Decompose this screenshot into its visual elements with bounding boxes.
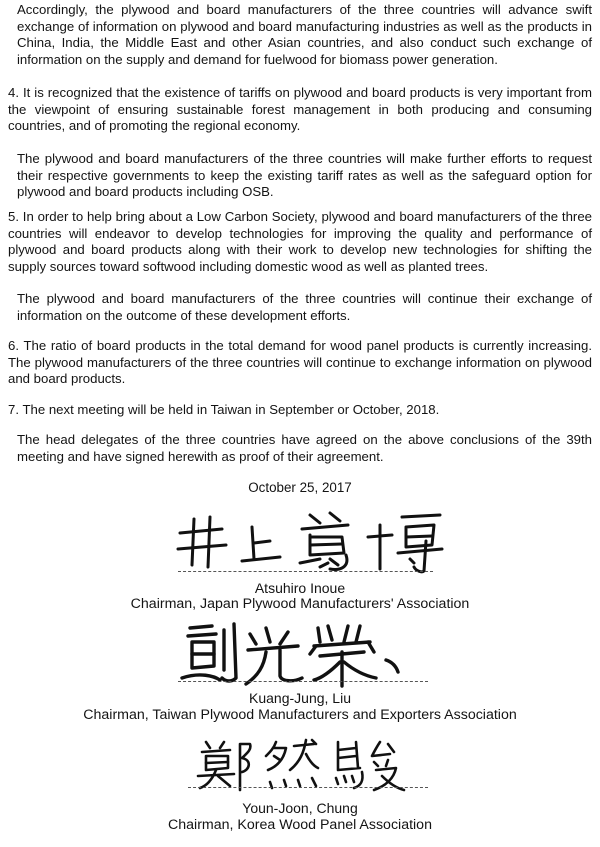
signatory-title-1: Chairman, Japan Plywood Manufacturers' Association: [130, 596, 470, 612]
paragraph-4: [8, 85, 592, 135]
paragraph-intro: Accordingly, the plywood and board manufacturers of the three countries will advance swift exchange of information on plywood and board manufacturing industries as well as the products in China, India, the Middle East and other Asian countries, and also conduct such exchange of information on the supply and demand for fuelwood for biomass power generation.: [17, 2, 592, 67]
paragraph-4-sub: The plywood and board manufacturers of the three countries will make further efforts to request their respective governments to keep the existing tariff rates as well as the safeguard option for plywood and board products including OSB.: [17, 151, 592, 200]
paragraph-6-text: The ratio of board products in the total demand for wood panel products is currently increasing. The plywood manufacturers of the three countries will continue to exchange information on plywood and board products.: [8, 338, 592, 387]
paragraph-6: [8, 338, 592, 388]
paragraph-5: [8, 209, 592, 275]
paragraph-4-number: 4.: [8, 85, 19, 100]
signatory-title-2: Chairman, Taiwan Plywood Manufacturers and Exporters Association: [83, 707, 517, 723]
paragraph-7: [8, 402, 592, 419]
signature-line-3: [188, 787, 428, 788]
paragraph-7-text: The next meeting will be held in Taiwan in September or October, 2018.: [22, 402, 440, 417]
signing-date: October 25, 2017: [248, 480, 352, 495]
paragraph-5-number: 5.: [8, 209, 19, 224]
signatory-name-2: Kuang-Jung, Liu: [249, 690, 351, 706]
signature-line-1: [178, 571, 433, 572]
signature-image-chung: [190, 736, 420, 792]
signatory-name-1: Atsuhiro Inoue: [254, 580, 346, 596]
signature-image-inoue: [170, 507, 455, 575]
paragraph-closing: The head delegates of the three countries have agreed on the above conclusions of the 39th meeting and have signed herewith as proof of their agreement.: [17, 432, 592, 464]
paragraph-5-text: In order to help bring about a Low Carbon Society, plywood and board manufacturers of the three countries will endeavor to develop technologies for improving the quality and performance of plywood and board products along with their work to develop new technologies for shifting the supply sources toward softwood including domestic wood as well as planted trees.: [8, 209, 592, 274]
signatory-title-3: Chairman, Korea Wood Panel Association: [168, 817, 432, 833]
paragraph-5-sub: The plywood and board manufacturers of the three countries will continue their exchange of information on the outcome of these development efforts.: [17, 291, 592, 323]
signature-image-liu: [170, 620, 420, 688]
paragraph-7-number: 7.: [8, 402, 19, 417]
signatory-name-3: Youn-Joon, Chung: [242, 800, 358, 816]
paragraph-6-number: 6.: [8, 338, 19, 353]
signature-line-2: [178, 681, 428, 682]
paragraph-4-text: It is recognized that the existence of tariffs on plywood and board products is very important from the viewpoint of ensuring sustainable forest management in both producing and consuming countries, and of promoting the regional economy.: [8, 85, 592, 134]
